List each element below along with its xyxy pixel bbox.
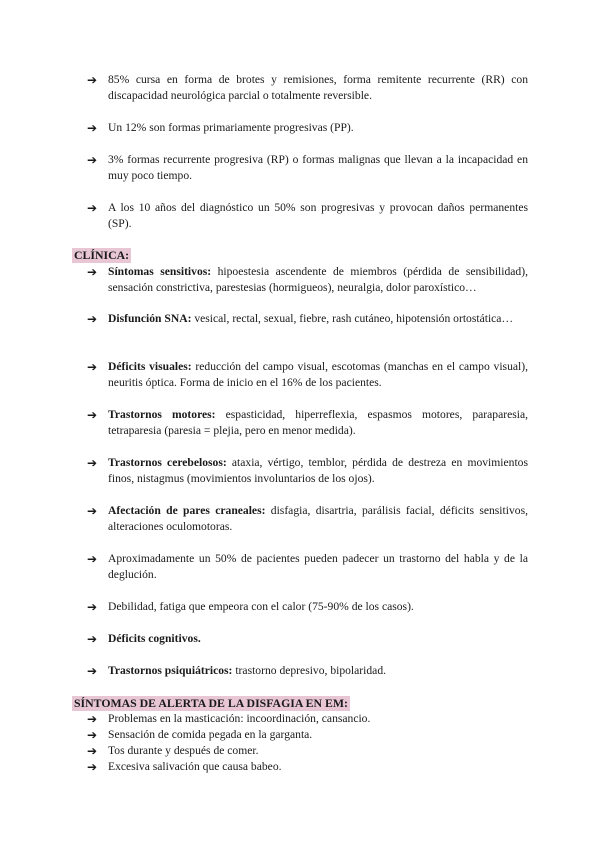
arrow-icon: ➔ (87, 664, 98, 678)
item-bold: Afectación de pares craneales: (108, 504, 266, 517)
arrow-icon: ➔ (87, 456, 98, 470)
bullet-item-motores (0, 407, 600, 439)
arrow-icon: ➔ (87, 600, 98, 614)
item-text: hipoestesia ascendente de miembros (pérdida de sensibilidad), sensación constrictiva, parestesias (hormigueos), neuralgia, dolor paroxístico… (108, 265, 528, 294)
item-text: ataxia, vértigo, temblor, pérdida de destreza en movimientos finos, nistagmus (movimientos involuntarios de los ojos). (108, 456, 528, 485)
item-bold: Disfunción SNA: (108, 312, 192, 325)
item-bold: Déficits visuales: (108, 360, 192, 373)
item-text: disfagia, disartria, parálisis facial, déficits sensitivos, alteraciones oculomotoras. (108, 504, 528, 533)
bullet-item-rr (0, 72, 600, 104)
item-text: 3% formas recurrente progresiva (RP) o formas malignas que llevan a la incapacidad en muy poco tiempo. (108, 153, 528, 182)
alert-item-garganta (0, 727, 600, 742)
arrow-icon: ➔ (87, 728, 98, 742)
arrow-icon: ➔ (87, 744, 98, 758)
arrow-icon: ➔ (87, 712, 98, 726)
item-bold: Trastornos cerebelosos: (108, 456, 227, 469)
arrow-icon: ➔ (87, 632, 98, 646)
item-bold: Trastornos motores: (108, 408, 216, 421)
arrow-icon: ➔ (87, 121, 98, 135)
arrow-icon: ➔ (87, 360, 98, 374)
item-text: A los 10 años del diagnóstico un 50% son progresivas y provocan daños permanentes (SP). (108, 201, 528, 230)
arrow-icon: ➔ (87, 265, 98, 279)
bullet-item-cognitivos (0, 631, 600, 647)
bullet-item-sensitivos (0, 264, 600, 296)
arrow-icon: ➔ (87, 552, 98, 566)
item-text: Debilidad, fatiga que empeora con el calor (75-90% de los casos). (108, 600, 414, 613)
bullet-item-sna (0, 311, 600, 327)
arrow-icon: ➔ (87, 73, 98, 87)
bullet-item-visuales (0, 359, 600, 391)
item-text: Sensación de comida pegada en la garganta. (108, 728, 313, 741)
arrow-icon: ➔ (87, 408, 98, 422)
alert-item-masticacion (0, 711, 600, 726)
section-heading-alerta: SÍNTOMAS DE ALERTA DE LA DISFAGIA EN EM: (74, 696, 348, 710)
arrow-icon: ➔ (87, 504, 98, 518)
bullet-item-rp (0, 152, 600, 184)
bullet-item-debilidad (0, 599, 600, 615)
arrow-icon: ➔ (87, 312, 98, 326)
arrow-icon: ➔ (87, 201, 98, 215)
section-heading-clinica: CLÍNICA: (74, 248, 130, 262)
item-text: 85% cursa en forma de brotes y remisiones, forma remitente recurrente (RR) con discapacidad neurológica parcial o totalmente reversible. (108, 73, 528, 102)
arrow-icon: ➔ (87, 760, 98, 774)
item-bold: Síntomas sensitivos: (108, 265, 212, 278)
arrow-icon: ➔ (87, 153, 98, 167)
bullet-item-habla (0, 551, 600, 583)
item-text: vesical, rectal, sexual, fiebre, rash cutáneo, hipotensión ortostática… (191, 312, 514, 325)
bullet-item-pares-craneales (0, 503, 600, 535)
item-text: trastorno depresivo, bipolaridad. (232, 664, 387, 677)
item-text: espasticidad, hiperreflexia, espasmos motores, paraparesia, tetraparesia (paresia = plejia, pero en menor medida). (108, 408, 528, 437)
item-text: reducción del campo visual, escotomas (manchas en el campo visual), neuritis óptica. Forma de inicio en el 16% de los pacientes. (108, 360, 528, 389)
item-text: Problemas en la masticación: incoordinación, cansancio. (108, 712, 371, 725)
alert-item-salivacion (0, 759, 600, 774)
item-bold: Déficits cognitivos. (108, 632, 201, 645)
bullet-item-cerebelosos (0, 455, 600, 487)
item-bold: Trastornos psiquiátricos: (108, 664, 233, 677)
bullet-item-pp (0, 120, 600, 136)
item-text: Excesiva salivación que causa babeo. (108, 760, 282, 773)
alert-item-tos (0, 743, 600, 758)
item-text: Aproximadamente un 50% de pacientes pueden padecer un trastorno del habla y de la deglución. (108, 552, 528, 581)
bullet-item-psiquiatricos (0, 663, 600, 679)
item-text: Tos durante y después de comer. (108, 744, 259, 757)
item-text: Un 12% son formas primariamente progresivas (PP). (108, 121, 354, 134)
bullet-item-sp (0, 200, 600, 232)
